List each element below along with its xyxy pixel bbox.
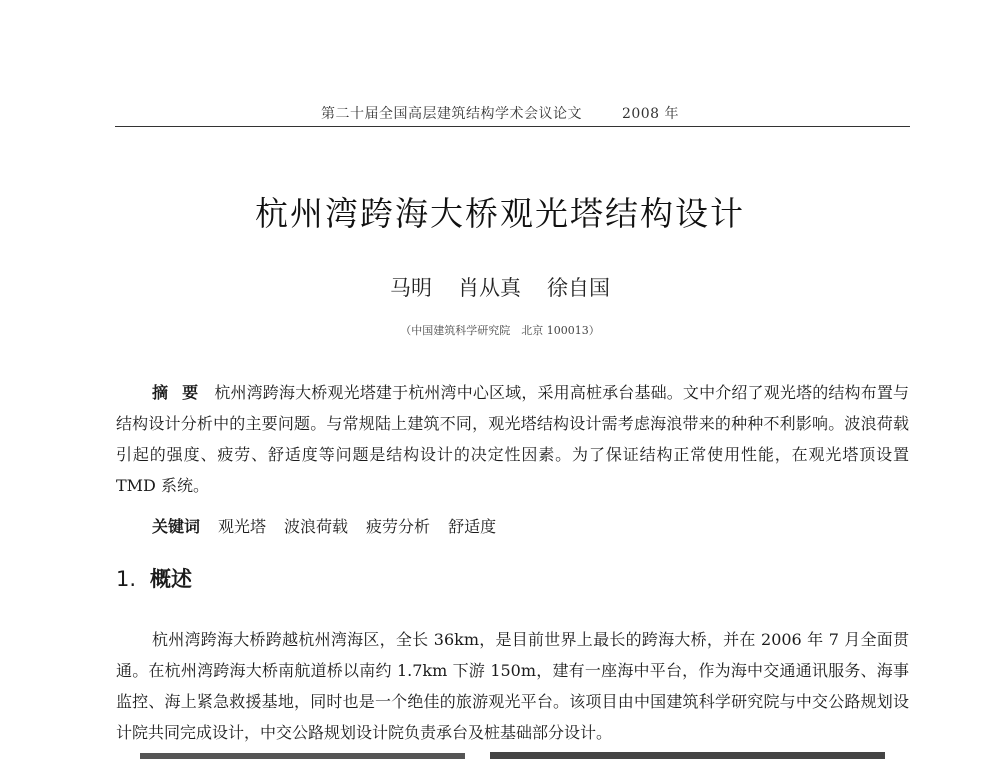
- running-header: [0, 103, 1000, 123]
- body-paragraph: 杭州湾跨海大桥跨越杭州湾海区，全长 36km，是目前世界上最长的跨海大桥，并在 2006 年 7 月全面贯通。在杭州湾跨海大桥南航道桥以南约 1.7km 下游 150m，建有一座海中平台，作为海中交通通讯服务、海事监控、海上紧急救援基地，同时也是一个绝佳的旅游观光平台。该项目由中国建筑科学研究院与中交公路规划设计院共同完成设计，中交公路规划设计院负责承台及桩基础部分设计。: [116, 630, 909, 742]
- scan-edge-bar: [140, 753, 465, 759]
- keyword: 舒适度: [448, 517, 497, 536]
- abstract-label: 摘要: [152, 383, 213, 402]
- header-rule: [115, 126, 910, 127]
- section-title: 概述: [150, 567, 193, 591]
- author: 马明: [390, 276, 432, 300]
- scan-edge-bar: [490, 752, 885, 759]
- conference-year: 2008 年: [621, 106, 680, 122]
- paper-title: 杭州湾跨海大桥观光塔结构设计: [255, 194, 745, 233]
- affiliation: （中国建筑科学研究院 北京 100013）: [400, 324, 600, 337]
- keyword: 疲劳分析: [366, 517, 431, 536]
- section-heading: [116, 563, 192, 593]
- keywords-label: 关键词: [152, 517, 201, 536]
- keyword: 波浪荷载: [284, 517, 349, 536]
- conference-name: 第二十届全国高层建筑结构学术会议论文: [320, 106, 582, 122]
- author-list: [0, 272, 1000, 302]
- abstract: [116, 377, 909, 501]
- keywords: [152, 514, 514, 537]
- author: 肖从真: [458, 276, 521, 300]
- keyword: 观光塔: [218, 517, 267, 536]
- author: 徐自国: [547, 276, 610, 300]
- section-number: 1.: [116, 567, 137, 591]
- abstract-text: 杭州湾跨海大桥观光塔建于杭州湾中心区域，采用高桩承台基础。文中介绍了观光塔的结构布置与结构设计分析中的主要问题。与常规陆上建筑不同，观光塔结构设计需考虑海浪带来的种种不利影响。波浪荷载引起的强度、疲劳、舒适度等问题是结构设计的决定性因素。为了保证结构正常使用性能，在观光塔顶设置 TMD 系统。: [116, 383, 909, 495]
